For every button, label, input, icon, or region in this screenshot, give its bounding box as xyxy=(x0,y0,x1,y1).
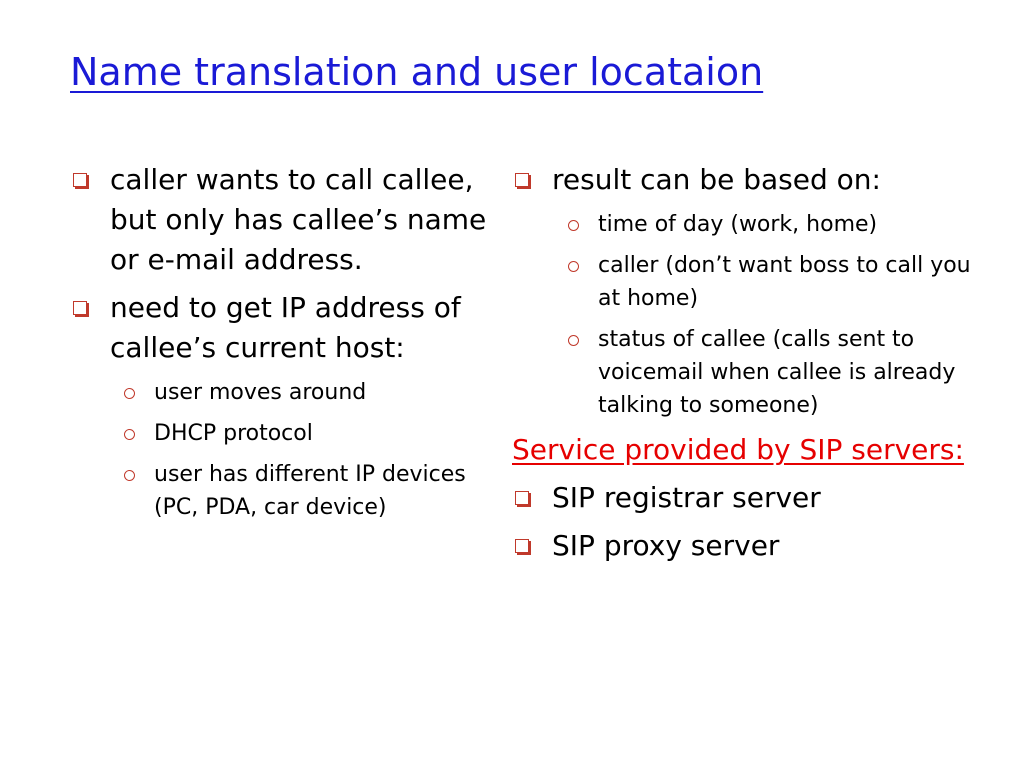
bullet-item xyxy=(70,288,490,368)
slide-title: Name translation and user locataion xyxy=(70,50,764,94)
sub-bullet-text: time of day (work, home) xyxy=(598,212,878,237)
circle-bullet-icon xyxy=(568,335,579,346)
service-note xyxy=(512,430,992,470)
bullet-text: SIP registrar server xyxy=(552,481,821,514)
service-note-text: Service provided by SIP servers: xyxy=(512,433,964,466)
sub-bullet-item xyxy=(70,458,490,524)
sub-bullet-item xyxy=(70,376,490,409)
sub-bullet-text: user has different IP devices (PC, PDA, car device) xyxy=(154,462,466,520)
sub-bullet-item xyxy=(70,417,490,450)
bullet-text: result can be based on: xyxy=(552,163,881,196)
circle-bullet-icon xyxy=(568,220,579,231)
bullet-item xyxy=(512,526,992,566)
circle-bullet-icon xyxy=(124,429,135,440)
right-column xyxy=(512,160,992,574)
bullet-text: caller wants to call callee, but only has callee’s name or e-mail address. xyxy=(110,163,487,276)
sub-bullet-text: status of callee (calls sent to voicemail when callee is already talking to someone) xyxy=(598,327,956,418)
sub-bullet-text: user moves around xyxy=(154,380,367,405)
circle-bullet-icon xyxy=(568,261,579,272)
bullet-text: need to get IP address of callee’s current host: xyxy=(110,291,461,364)
sub-bullet-text: DHCP protocol xyxy=(154,421,313,446)
bullet-item xyxy=(512,160,992,200)
sub-bullet-item xyxy=(512,249,992,315)
bullet-item xyxy=(512,478,992,518)
square-bullet-icon xyxy=(515,173,529,187)
bullet-item xyxy=(70,160,490,280)
sub-bullet-text: caller (don’t want boss to call you at home) xyxy=(598,253,971,311)
square-bullet-icon xyxy=(515,491,529,505)
sub-bullet-item xyxy=(512,323,992,422)
left-column xyxy=(70,160,490,532)
bullet-text: SIP proxy server xyxy=(552,529,780,562)
circle-bullet-icon xyxy=(124,388,135,399)
square-bullet-icon xyxy=(73,173,87,187)
circle-bullet-icon xyxy=(124,470,135,481)
square-bullet-icon xyxy=(73,301,87,315)
sub-bullet-item xyxy=(512,208,992,241)
square-bullet-icon xyxy=(515,539,529,553)
